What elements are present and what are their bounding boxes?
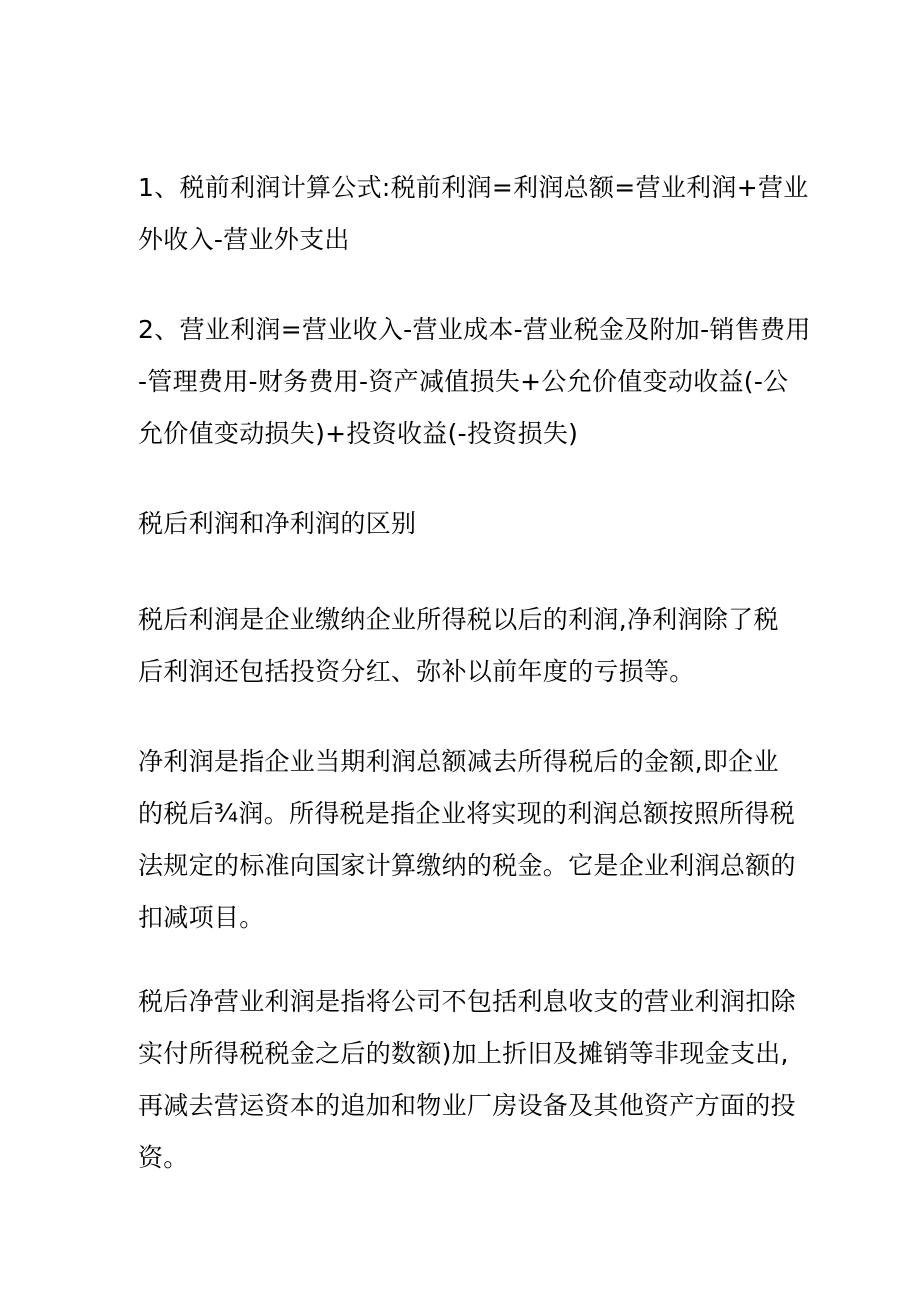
paragraph-net-profit-definition	[138, 736, 798, 944]
text-line: 资。	[138, 1143, 189, 1172]
text-line: 扣减项目。	[138, 903, 265, 932]
text-line: 后利润还包括投资分红、弥补以前年度的亏损等。	[138, 657, 695, 686]
text-line: 1、税前利润计算公式:税前利润=利润总额=营业利润+营业	[138, 173, 809, 202]
text-line: 的税后¾润。所得税是指企业将实现的利润总额按照所得税	[138, 799, 796, 828]
paragraph-pretax-profit-formula	[138, 162, 809, 266]
text-line: 外收入-营业外支出	[138, 225, 350, 254]
text-line: 允价值变动损失)+投资收益(-投资损失)	[138, 419, 579, 448]
paragraph-nopat-definition	[138, 976, 798, 1184]
text-line: 2、营业利润=营业收入-营业成本-营业税金及附加-销售费用	[138, 315, 811, 344]
paragraph-after-tax-vs-net-profit	[138, 594, 798, 698]
text-line: 税后利润是企业缴纳企业所得税以后的利润,净利润除了税	[138, 605, 779, 634]
paragraph-operating-profit-formula	[138, 304, 811, 460]
text-line: 净利润是指企业当期利润总额减去所得税后的金额,即企业	[138, 747, 779, 776]
text-line: 实付所得税税金之后的数额)加上折旧及摊销等非现金支出,	[138, 1039, 789, 1068]
text-line: 再减去营运资本的追加和物业厂房设备及其他资产方面的投	[138, 1091, 796, 1120]
section-heading	[138, 498, 798, 550]
text-line: -管理费用-财务费用-资产减值损失+公允价值变动收益(-公	[138, 367, 789, 396]
text-line: 税后利润和净利润的区别	[138, 509, 417, 538]
text-line: 法规定的标准向国家计算缴纳的税金。它是企业利润总额的	[138, 851, 796, 880]
text-line: 税后净营业利润是指将公司不包括利息收支的营业利润扣除	[138, 987, 796, 1016]
